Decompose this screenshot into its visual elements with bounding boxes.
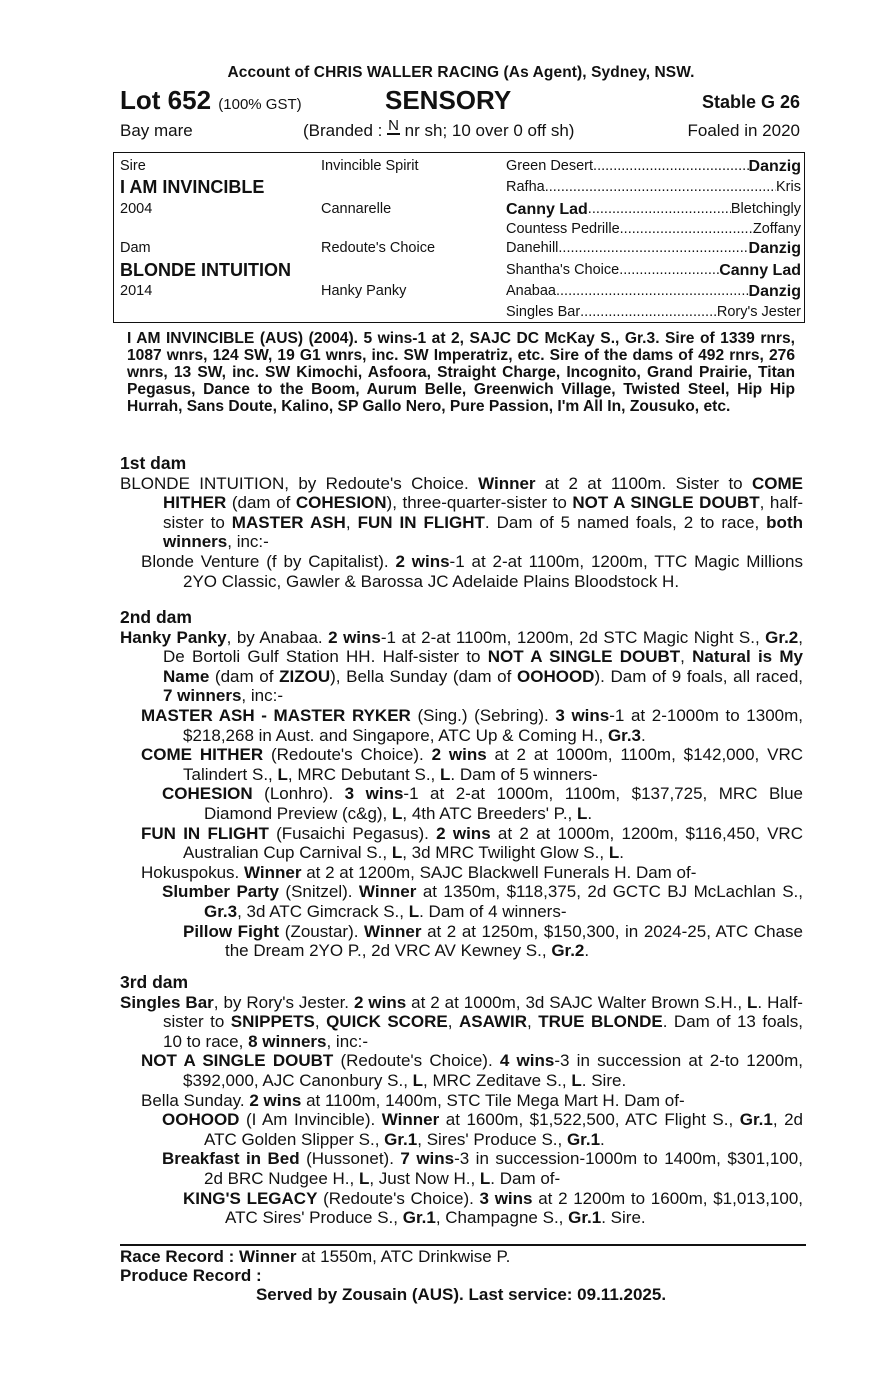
ancestor-sire: Danzig xyxy=(748,240,801,257)
leader-dots xyxy=(593,158,749,176)
pedigree-entry xyxy=(120,1149,803,1188)
entry-text: -1 at 2-1000m to 1300m, $218,268 in Aust. and Singapore, ATC Up & Coming H., xyxy=(183,705,803,745)
bold-text: COHESION xyxy=(295,493,387,513)
sire-label: Sire xyxy=(120,158,146,174)
bold-text: 7 winners xyxy=(163,686,242,706)
entry-text: BLONDE INTUITION, by Redoute's Choice. xyxy=(120,473,479,493)
entry-text: , Just Now H., xyxy=(369,1168,480,1188)
footer-divider xyxy=(120,1244,806,1246)
pedigree-entry xyxy=(120,745,803,784)
entry-text: at 2 at 1000m, 1100m, $142,000, VRC Talindert S., xyxy=(183,745,803,784)
bold-text: TRUE BLONDE xyxy=(538,1012,663,1032)
entry-text: , by Rory's Jester. xyxy=(213,992,354,1012)
ancestor-name: Green Desert xyxy=(506,158,594,174)
bold-text: Winner xyxy=(478,473,536,493)
pedigree-entry xyxy=(120,824,803,863)
ancestor-name: Singles Bar xyxy=(506,304,581,320)
dam-dam: Hanky Panky xyxy=(321,283,407,299)
pedigree-entry xyxy=(120,993,803,1052)
pedigree-entry xyxy=(120,1110,803,1149)
bold-text: FUN IN FLIGHT xyxy=(357,512,485,532)
entry-text: . xyxy=(587,803,593,823)
entry-text: , inc:- xyxy=(241,686,283,706)
bold-text: L xyxy=(358,1168,370,1188)
dam-name: BLONDE INTUITION xyxy=(120,260,291,280)
bold-text: Gr.1 xyxy=(568,1208,602,1228)
bold-text: NOT A SINGLE DOUBT xyxy=(487,647,681,667)
pedigree-entry xyxy=(120,863,803,883)
entry-text: ). Dam of 9 foals, all raced, xyxy=(594,666,804,686)
bold-text: COME HITHER xyxy=(141,745,264,765)
bold-text: 4 wins xyxy=(499,1051,555,1071)
brand-suffix: nr sh; 10 over 0 off sh) xyxy=(399,121,575,140)
pedigree-entry xyxy=(120,784,803,823)
third-dam-entries xyxy=(120,993,803,1228)
bold-text: Natural is My Name xyxy=(163,647,804,686)
bold-text: QUICK SCORE xyxy=(326,1012,448,1032)
ancestor-name: Shantha's Choice xyxy=(506,262,620,278)
entry-text: , half-sister to xyxy=(163,493,803,532)
bold-text: Slumber Party xyxy=(162,882,279,902)
leader-dots xyxy=(558,240,748,258)
ancestor-name: Canny Lad xyxy=(506,201,588,218)
bold-text: Gr.1 xyxy=(384,1129,418,1149)
entry-text: , inc:- xyxy=(326,1031,369,1051)
sire-name: I AM INVINCIBLE xyxy=(120,177,265,197)
entry-text: , MRC Debutant S., xyxy=(287,764,441,784)
bold-text: Gr.2 xyxy=(551,941,585,961)
entry-text: at 2 at 1000m, 3d SAJC Walter Brown S.H., xyxy=(406,992,748,1012)
bold-text: 2 wins xyxy=(395,551,450,571)
last-service: Served by Zousain (AUS). Last service: 09.11.2025. xyxy=(255,1285,667,1304)
entry-text: . Half-sister to xyxy=(163,992,803,1032)
bold-text: KING'S LEGACY xyxy=(183,1188,318,1208)
entry-text: , xyxy=(680,647,693,667)
leader-dots xyxy=(556,283,749,301)
pedigree-entry xyxy=(120,922,803,961)
bold-text: L xyxy=(408,901,420,921)
entry-text: , 3d MRC Twilight Glow S., xyxy=(402,843,609,863)
entry-text: at 2 at 1000m, 1200m, $116,450, VRC Australian Cup Carnival S., xyxy=(183,823,803,863)
bold-text: L xyxy=(412,1070,424,1090)
ancestor-row xyxy=(506,201,801,219)
first-dam-section xyxy=(120,454,803,591)
bold-text: 2 wins xyxy=(249,1090,302,1110)
pedigree-entry xyxy=(120,882,803,921)
race-record-label: Race Record : Winner xyxy=(120,1247,297,1266)
gst-note: (100% GST) xyxy=(218,96,302,113)
third-dam-section xyxy=(120,973,803,1228)
ancestor-row xyxy=(506,179,801,195)
entry-text: , inc:- xyxy=(227,532,269,552)
bold-text: L xyxy=(440,764,451,784)
entry-text: at 1600m, $1,522,500, ATC Flight S., xyxy=(439,1110,740,1130)
bold-text: 3 wins xyxy=(479,1188,533,1208)
ancestor-sire: Bletchingly xyxy=(730,201,801,217)
lot-number xyxy=(120,85,302,116)
bold-text: Gr.3 xyxy=(607,725,642,745)
ancestor-name: Rafha xyxy=(506,179,545,195)
entry-text: -3 in succession-1000m to 1400m, $301,100, 2d BRC Nudgee H., xyxy=(204,1149,803,1188)
colour-sex: Bay mare xyxy=(120,121,193,140)
bold-text: 8 winners xyxy=(248,1031,327,1051)
ancestor-name: Anabaa xyxy=(506,283,556,299)
entry-text: , xyxy=(447,1012,459,1032)
entry-text: at 2 at 1250m, $150,300, in 2024-25, ATC Chase the Dream 2YO P., 2d VRC AV Kewney S., xyxy=(225,921,803,961)
entry-text: (Hussonet). xyxy=(299,1149,401,1169)
entry-text: (Sing.) (Sebring). xyxy=(410,705,556,725)
bold-text: OOHOOD xyxy=(162,1110,240,1130)
entry-text: (Fusaichi Pegasus). xyxy=(268,823,437,843)
entry-text: -3 in succession at 2-to 1200m, $392,000, AJC Canonbury S., xyxy=(183,1051,804,1090)
pedigree-entry xyxy=(120,474,803,552)
entry-text: (Redoute's Choice). xyxy=(333,1051,500,1071)
entry-text: (I Am Invincible). xyxy=(239,1110,382,1130)
first-dam-heading: 1st dam xyxy=(120,453,187,473)
entry-text: , Sires' Produce S., xyxy=(417,1129,567,1149)
ancestor-sire: Danzig xyxy=(748,158,801,175)
entry-text: Bella Sunday. xyxy=(141,1090,250,1110)
entry-text: . xyxy=(619,843,624,863)
brand-info xyxy=(303,117,575,141)
bold-text: L xyxy=(571,1070,582,1090)
entry-text: -1 at 2-at 1000m, 1100m, $137,725, MRC Blue Diamond Preview (c&g), xyxy=(204,784,803,823)
race-record xyxy=(120,1247,510,1267)
entry-text: -1 at 2-at 1100m, 1200m, TTC Magic Millions 2YO Classic, Gawler & Barossa JC Adelaide Plains Bloodstock H. xyxy=(183,551,803,591)
bold-text: NOT A SINGLE DOUBT xyxy=(141,1051,334,1071)
bold-text: MASTER ASH xyxy=(231,512,346,532)
bold-text: 3 wins xyxy=(555,705,610,725)
bold-text: Gr.1 xyxy=(566,1129,601,1149)
stable-location: Stable G 26 xyxy=(701,92,800,112)
entry-text: (Lonhro). xyxy=(252,784,345,804)
bold-text: 2 wins xyxy=(431,745,487,765)
dam-sire: Redoute's Choice xyxy=(321,240,436,256)
bold-text: Gr.2 xyxy=(765,627,799,647)
bold-text: Gr.1 xyxy=(402,1208,436,1228)
dam-year: 2014 xyxy=(120,283,153,299)
bold-text: L xyxy=(391,843,403,863)
lot-label: Lot 652 xyxy=(120,85,212,115)
bold-text: COME HITHER xyxy=(163,473,803,513)
bold-text: 7 wins xyxy=(400,1149,455,1169)
sire-year: 2004 xyxy=(120,201,153,217)
entry-text: -1 at 2-at 1100m, 1200m, 2d STC Magic Night S., xyxy=(380,627,766,647)
bold-text: Singles Bar xyxy=(120,992,214,1012)
leader-dots xyxy=(620,221,753,237)
entry-text: at 2 1200m to 1600m, $1,013,100, ATC Sires' Produce S., xyxy=(225,1188,804,1228)
horse-name: SENSORY xyxy=(385,85,512,115)
bold-text: L xyxy=(747,992,758,1012)
ancestor-name: Danehill xyxy=(506,240,559,256)
entry-text: ), Bella Sunday (dam of xyxy=(330,666,517,686)
bold-text: 3 wins xyxy=(344,784,404,804)
leader-dots xyxy=(588,201,731,219)
bold-text: Hanky Panky xyxy=(120,627,227,647)
first-dam-entries xyxy=(120,474,803,592)
ancestor-sire: Zoffany xyxy=(752,221,801,237)
produce-record-label: Produce Record : xyxy=(120,1266,262,1285)
entry-text: Hokuspokus. xyxy=(141,862,244,882)
ancestor-sire: Rory's Jester xyxy=(716,304,801,320)
leader-dots xyxy=(580,304,717,320)
bold-text: Breakfast in Bed xyxy=(162,1149,300,1169)
entry-text: (Redoute's Choice). xyxy=(263,745,432,765)
entry-text: . Sire. xyxy=(601,1208,646,1228)
bold-text: Winner xyxy=(364,921,422,941)
ancestor-name: Countess Pedrille xyxy=(506,221,620,237)
ancestor-row xyxy=(506,262,801,280)
bold-text: both winners xyxy=(163,512,803,552)
brand-mark-icon: N xyxy=(388,117,399,134)
leader-dots xyxy=(545,179,776,195)
ancestor-sire: Kris xyxy=(776,179,801,195)
entry-text: at 2 at 1200m, SAJC Blackwell Funerals H. Dam of- xyxy=(301,862,697,882)
bold-text: ZIZOU xyxy=(279,666,331,686)
pedigree-entry xyxy=(120,552,803,591)
third-dam-heading: 3rd dam xyxy=(120,972,189,992)
bold-text: MASTER ASH - MASTER RYKER xyxy=(141,705,411,725)
entry-text: (dam of xyxy=(226,493,296,513)
entry-text: . xyxy=(584,941,590,961)
bold-text: COHESION xyxy=(162,784,253,804)
entry-text: , De Bortoli Gulf Station HH. Half-sister to xyxy=(163,627,803,667)
entry-text: . Sire. xyxy=(581,1070,627,1090)
ancestor-row xyxy=(506,283,801,301)
sire-summary: I AM INVINCIBLE (AUS) (2004). 5 wins-1 at 2, SAJC DC McKay S., Gr.3. Sire of 1339 rnrs, 1087 wnrs, 124 SW, 19 G1 wnrs, inc. SW Imperatriz, etc. Sire of the dams of 492 rnrs, 276 wnrs, 13 SW, inc. SW Kimochi, Asfoora, Straight Charge, Incognito, Grand Prairie, Titan Pegasus, Dance to the Boom, Aurum Belle, Greenwich Village, Twisted Steel, Hip Hip Hurrah, Sans Doute, Kalino, SP Gallo Nero, Pure Passion, I'm All In, Zousuko, etc. xyxy=(127,330,795,415)
sire-sire: Invincible Spirit xyxy=(321,158,419,174)
bold-text: Winner xyxy=(358,882,417,902)
bold-text: Gr.3 xyxy=(204,901,238,921)
bold-text: L xyxy=(277,764,288,784)
entry-text: . xyxy=(600,1129,605,1149)
entry-text: at 2 at 1100m. Sister to xyxy=(535,473,752,493)
entry-text: , by Anabaa. xyxy=(226,627,329,647)
pedigree-entry xyxy=(120,1189,803,1228)
entry-text: (Redoute's Choice). xyxy=(317,1188,480,1208)
entry-text: , 3d ATC Gimcrack S., xyxy=(237,901,409,921)
entry-text: , MRC Zeditave S., xyxy=(423,1070,572,1090)
entry-text: , Champagne S., xyxy=(435,1208,569,1228)
bold-text: Winner xyxy=(381,1110,440,1130)
entry-text: , 4th ATC Breeders' P., xyxy=(402,803,577,823)
second-dam-entries xyxy=(120,628,803,961)
entry-text: . Dam of 13 foals, 10 to race, xyxy=(163,1012,803,1051)
entry-text: , 2d ATC Golden Slipper S., xyxy=(204,1110,803,1149)
ancestor-sire: Danzig xyxy=(748,283,801,300)
ancestor-row xyxy=(506,304,801,320)
entry-text: , xyxy=(345,512,358,532)
entry-text: ), three-quarter-sister to xyxy=(386,493,573,513)
dam-label: Dam xyxy=(120,240,151,256)
entry-text: (Zoustar). xyxy=(279,921,365,941)
bold-text: L xyxy=(577,803,588,823)
bold-text: Gr.1 xyxy=(739,1110,773,1130)
pedigree-entry xyxy=(120,628,803,706)
bold-text: 2 wins xyxy=(328,627,381,647)
bold-text: L xyxy=(608,843,620,863)
bold-text: SNIPPETS xyxy=(230,1012,315,1032)
second-dam-heading: 2nd dam xyxy=(120,607,192,627)
ancestor-sire: Canny Lad xyxy=(719,262,801,279)
entry-text: , xyxy=(526,1012,539,1032)
bold-text: Winner xyxy=(244,862,302,882)
entry-text: (dam of xyxy=(209,666,280,686)
bold-text: ASAWIR xyxy=(458,1012,527,1032)
entry-text: Blonde Venture (f by Capitalist). xyxy=(141,551,396,571)
bold-text: FUN IN FLIGHT xyxy=(141,823,269,843)
bold-text: NOT A SINGLE DOUBT xyxy=(572,493,760,513)
bold-text: L xyxy=(392,803,403,823)
race-record-text: at 1550m, ATC Drinkwise P. xyxy=(296,1247,511,1266)
entry-text: . Dam of 5 named foals, 2 to race, xyxy=(484,512,767,532)
pedigree-table xyxy=(113,152,805,323)
pedigree-entry xyxy=(120,1051,803,1090)
entry-text: (Snitzel). xyxy=(278,882,359,902)
pedigree-entry xyxy=(120,1091,803,1111)
entry-text: at 1100m, 1400m, STC Tile Mega Mart H. Dam of- xyxy=(301,1090,685,1110)
bold-text: OOHOOD xyxy=(517,666,595,686)
entry-text: , xyxy=(314,1012,327,1032)
ancestor-row xyxy=(506,240,801,258)
entry-text: . Dam of- xyxy=(490,1168,561,1188)
entry-text: at 1350m, $118,375, 2d GCTC BJ McLachlan S., xyxy=(416,882,803,902)
entry-text: . Dam of 5 winners- xyxy=(450,764,598,784)
entry-text: . xyxy=(641,725,646,745)
bold-text: L xyxy=(479,1168,491,1188)
brand-prefix: (Branded : xyxy=(303,121,388,140)
second-dam-section xyxy=(120,608,803,961)
ancestor-row xyxy=(506,158,801,176)
ancestor-row xyxy=(506,221,801,237)
bold-text: 2 wins xyxy=(353,992,407,1012)
foaled-year: Foaled in 2020 xyxy=(687,121,800,140)
leader-dots xyxy=(619,262,719,280)
bold-text: 2 wins xyxy=(436,823,491,843)
vendor-line: Account of CHRIS WALLER RACING (As Agent), Sydney, NSW. xyxy=(227,64,695,81)
bold-text: Pillow Fight xyxy=(183,921,280,941)
entry-text: . Dam of 4 winners- xyxy=(419,901,567,921)
pedigree-entry xyxy=(120,706,803,745)
sire-dam: Cannarelle xyxy=(321,201,392,217)
